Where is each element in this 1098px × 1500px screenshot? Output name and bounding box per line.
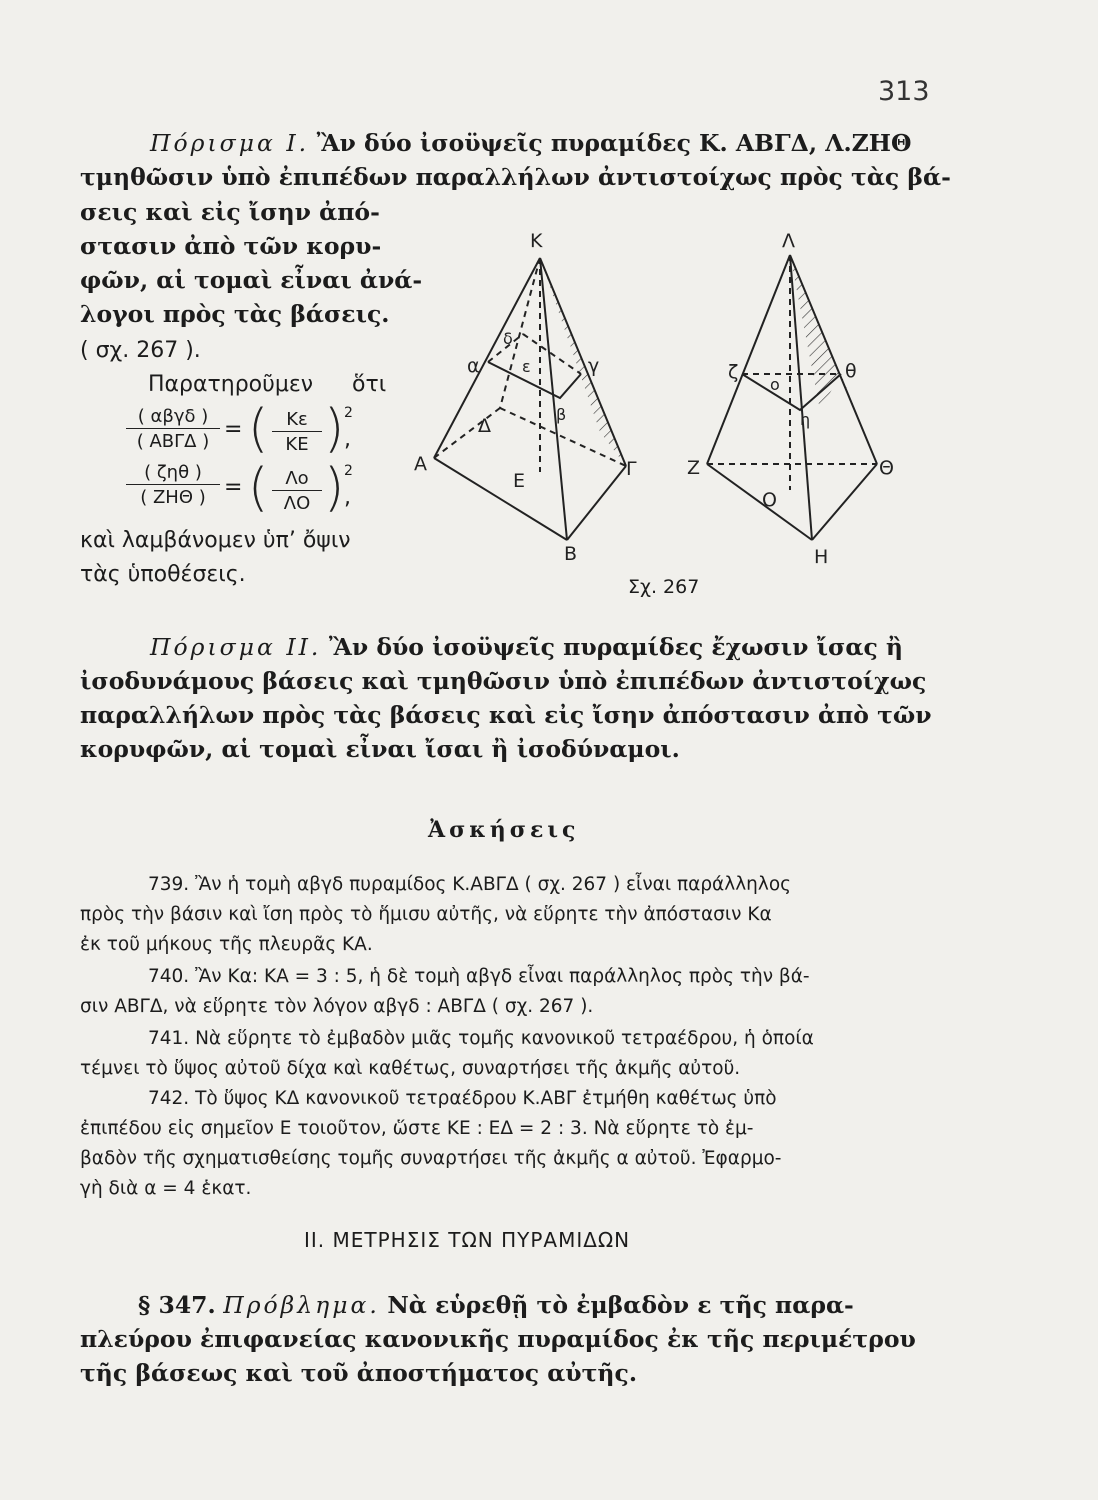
exercise-line: 741. Νὰ εὕρητε τὸ ἐμβαδὸν μιᾶς τομῆς κανονικοῦ τετραέδρου, ἡ ὁποία (148, 1028, 814, 1049)
porisma1-left-line: στασιν ἀπὸ τῶν κορυ- (80, 232, 382, 260)
label-o: Ο (762, 489, 777, 511)
pyramid-lzhth (707, 255, 877, 540)
exercise-line: ἐπιπέδου εἰς σημεῖον Ε τοιοῦτον, ὥστε ΚΕ : ΕΔ = 2 : 3. Νὰ εὕρητε τὸ ἐμ- (80, 1118, 754, 1139)
formula2-rden: ΛΟ (283, 493, 311, 514)
porisma1-label: Πόρισμα I. (150, 129, 310, 157)
label-theta-small: θ (845, 360, 857, 382)
section-title: II. ΜΕΤΡΗΣΙΣ ΤΩΝ ΠΥΡΑΜΙΔΩΝ (304, 1228, 631, 1252)
edge-kg (540, 258, 626, 466)
edge-ab (434, 458, 567, 540)
pyramid-kabgd (434, 258, 626, 540)
formula1-rnum: Κε (272, 409, 322, 432)
porisma1-first-line (150, 128, 911, 159)
formula1-left-fraction (126, 406, 220, 452)
label-b: Β (564, 543, 578, 565)
s347-line2: πλεύρου ἐπιφανείας κανονικῆς πυραμίδος ἐκ τῆς περιμέτρου (80, 1325, 916, 1353)
edge-hth (812, 464, 877, 540)
figure-267 (400, 210, 920, 580)
observe-word: Παρατηροῦμεν (148, 372, 314, 397)
formula1-den: ( ΑΒΓΔ ) (136, 431, 210, 452)
comma: , (344, 485, 351, 510)
right-paren: ) (324, 458, 345, 518)
formula2-left-fraction (126, 462, 220, 508)
label-a: Α (414, 453, 427, 475)
label-alpha: α (467, 355, 480, 377)
label-gamma-small: γ (588, 355, 600, 377)
formula1-exponent: 2 (344, 405, 353, 421)
exercise-line: πρὸς τὴν βάσιν καὶ ἴση πρὸς τὸ ἥμισυ αὐτῆς, νὰ εὕρητε τὴν ἀπόστασιν Κα (80, 904, 772, 925)
exercise-line: γὴ διὰ α = 4 ἑκατ. (80, 1178, 252, 1199)
edge-zh (707, 464, 812, 540)
porisma2-line: κορυφῶν, αἱ τομαὶ εἶναι ἴσαι ἢ ἰσοδύναμοι. (80, 735, 680, 763)
porisma2-first-line (150, 632, 903, 663)
formula2-right-fraction (272, 468, 322, 514)
porisma2-line: ἰσοδυνάμους βάσεις καὶ τμηθῶσιν ὑπὸ ἐπιπέδων ἀντιστοίχως (80, 667, 927, 695)
exercise-line: βαδὸν τῆς σχηματισθείσης τομῆς συναρτήσει τῆς ἀκμῆς α αὐτοῦ. Ἐφαρμο- (80, 1148, 782, 1169)
s347-number: § 347. (138, 1291, 216, 1319)
formula2-rnum: Λο (272, 468, 322, 491)
edge-kb (540, 258, 567, 540)
porisma1-left-line: λογοι πρὸς τὰς βάσεις. (80, 300, 390, 328)
s347-label: Πρόβλημα. (223, 1291, 380, 1319)
label-h: Η (814, 546, 829, 568)
exercise-line: σιν ΑΒΓΔ, νὰ εὕρητε τὸν λόγον αβγδ : ΑΒΓΔ ( σχ. 267 ). (80, 996, 594, 1017)
s347-line3: τῆς βάσεως καὶ τοῦ ἀποστήματος αὐτῆς. (80, 1359, 638, 1387)
label-e: Ε (513, 470, 526, 492)
label-k: Κ (530, 230, 543, 252)
exercise-line: 740. Ἂν Κα: ΚΑ = 3 : 5, ἡ δὲ τομὴ αβγδ εἶναι παράλληλος πρὸς τὴν βά- (148, 966, 810, 987)
porisma1-ref: ( σχ. 267 ). (80, 338, 201, 363)
after-line-2: τὰς ὑποθέσεις. (80, 562, 246, 587)
s347-line1: Νὰ εὑρεθῇ τὸ ἐμβαδὸν ε τῆς παρα- (387, 1291, 854, 1319)
formula1-rden: ΚΕ (285, 434, 309, 455)
formula2-exponent: 2 (344, 463, 353, 479)
observe-that: ὅτι (352, 372, 387, 397)
left-paren: ( (248, 399, 269, 459)
section-abg (488, 362, 581, 398)
exercise-line: ἐκ τοῦ μήκους τῆς πλευρᾶς ΚΑ. (80, 934, 373, 955)
label-theta: Θ (879, 457, 894, 479)
label-delta: Δ (478, 415, 491, 437)
figure-caption: Σχ. 267 (628, 576, 700, 598)
formula1-num: ( αβγδ ) (126, 406, 220, 429)
equals-sign: = (224, 417, 243, 442)
label-gamma: Γ (626, 458, 637, 480)
porisma2-line1: Ἂν δύο ἰσοϋψεῖς πυραμίδες ἔχωσιν ἴσας ἢ (328, 633, 904, 661)
exercise-line: 742. Τὸ ὕψος ΚΔ κανονικοῦ τετραέδρου Κ.ΑΒΓ ἐτμήθη καθέτως ὑπὸ (148, 1088, 777, 1109)
after-line-1: καὶ λαμβάνομεν ὑπ’ ὄψιν (80, 528, 351, 553)
edge-bg (567, 466, 626, 540)
equals-sign: = (224, 475, 243, 500)
label-delta-small: δ (503, 329, 513, 348)
porisma2-label: Πόρισμα II. (150, 633, 322, 661)
porisma1-left-line: φῶν, αἱ τομαὶ εἶναι ἀνά- (80, 266, 423, 294)
edge-lz (707, 255, 790, 464)
formula2-num: ( ζηθ ) (126, 462, 220, 485)
label-lambda: Λ (782, 230, 795, 252)
porisma1-line1: Ἂν δύο ἰσοϋψεῖς πυραμίδες Κ. ΑΒΓΔ, Λ.ΖΗΘ (316, 129, 912, 157)
porisma2-line: παραλλήλων πρὸς τὰς βάσεις καὶ εἰς ἴσην ἀπόστασιν ἀπὸ τῶν (80, 701, 932, 729)
comma: , (344, 427, 351, 452)
exercise-line: τέμνει τὸ ὕψος αὐτοῦ δίχα καὶ καθέτως, συναρτήσει τῆς ἀκμῆς αὐτοῦ. (80, 1058, 741, 1079)
label-eta-small: η (800, 410, 811, 429)
exercise-line: 739. Ἂν ἡ τομὴ αβγδ πυραμίδος Κ.ΑΒΓΔ ( σχ. 267 ) εἶναι παράλληλος (148, 874, 792, 895)
porisma1-left-line: σεις καὶ εἰς ἴσην ἀπό- (80, 198, 380, 226)
label-beta-small: β (556, 405, 567, 424)
label-zeta-small: ζ (728, 361, 739, 383)
s347-first-line (138, 1290, 854, 1321)
label-epsilon-small: ε (522, 357, 531, 376)
formula1-right-fraction (272, 409, 322, 455)
label-o-small: ο (770, 375, 780, 394)
exercises-title: Ἀσκήσεις (428, 817, 580, 843)
label-z: Ζ (687, 457, 701, 479)
right-paren: ) (324, 399, 345, 459)
left-paren: ( (248, 458, 269, 518)
page-number: 313 (878, 76, 930, 107)
formula2-den: ( ΖΗΘ ) (140, 487, 206, 508)
porisma1-line2: τμηθῶσιν ὑπὸ ἐπιπέδων παραλλήλων ἀντιστοίχως πρὸς τὰς βά- (80, 163, 951, 191)
